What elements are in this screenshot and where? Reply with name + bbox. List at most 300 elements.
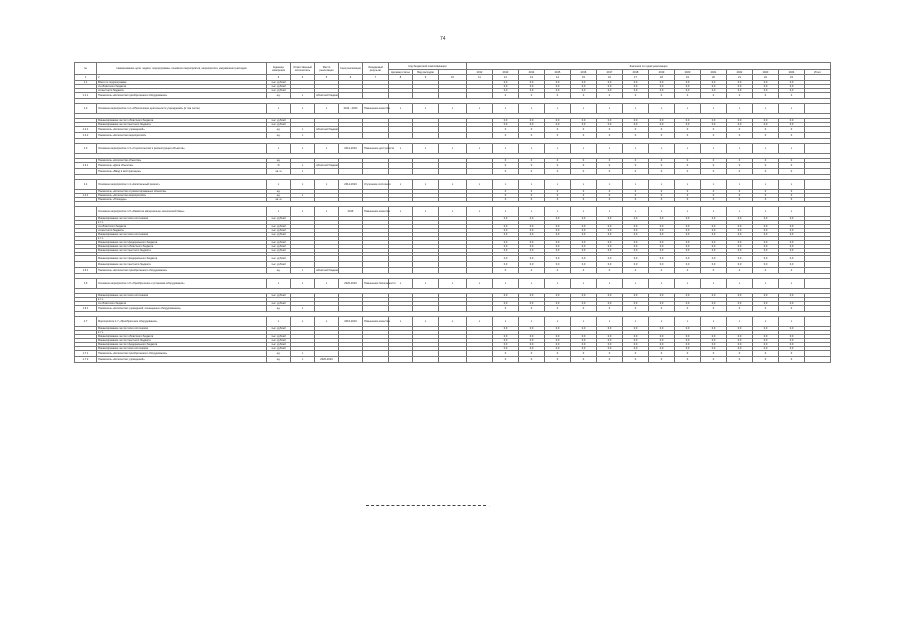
row-cell: 0,0 bbox=[701, 89, 727, 93]
row-cell: 0,0 bbox=[493, 335, 519, 339]
row-cell: х bbox=[649, 180, 675, 190]
row-cell: 0 bbox=[571, 93, 597, 99]
row-cell: 0,0 bbox=[623, 343, 649, 347]
row-cell: 0,0 bbox=[753, 225, 779, 229]
row-cell: ед. bbox=[267, 194, 291, 198]
row-cell: тыс. рублей bbox=[267, 335, 291, 339]
row-cell: х bbox=[701, 279, 727, 289]
row-name: Показатель «Доля объектов» bbox=[97, 163, 267, 169]
row-cell: тыс. рублей bbox=[267, 119, 291, 123]
row-cell: 0,0 bbox=[519, 119, 545, 123]
row-cell: 0,0 bbox=[623, 302, 649, 306]
row-cell: 0,0 bbox=[701, 294, 727, 298]
row-cell: 0 bbox=[779, 127, 805, 133]
row-number: 1.2 bbox=[75, 104, 97, 114]
row-cell: 0,0 bbox=[727, 245, 753, 249]
row-cell: 2014 - 2024 bbox=[339, 104, 363, 114]
row-cell: 0,0 bbox=[727, 327, 753, 331]
row-cell: 0,0 bbox=[571, 81, 597, 85]
row-cell: 0,0 bbox=[623, 347, 649, 351]
row-cell: 0,0 bbox=[493, 327, 519, 331]
row-cell: 0,0 bbox=[701, 347, 727, 351]
row-cell: 0,0 bbox=[753, 229, 779, 233]
row-cell: 0,0 bbox=[649, 249, 675, 253]
row-cell: 0 bbox=[753, 133, 779, 139]
row-cell: тыс. рублей bbox=[267, 85, 291, 89]
row-cell: 0 bbox=[545, 351, 571, 357]
row-cell: х bbox=[267, 207, 291, 217]
row-name: Основное мероприятие 1.2 «Обеспечение деятельности учреждений» (в том числе) bbox=[97, 104, 267, 114]
row-cell: 0 bbox=[571, 198, 597, 202]
row-cell: тыс. рублей bbox=[267, 123, 291, 127]
row-cell: 0,0 bbox=[493, 81, 519, 85]
row-cell: 0,0 bbox=[675, 217, 701, 221]
row-cell: 0 bbox=[779, 351, 805, 357]
row-cell: 0,0 bbox=[597, 123, 623, 127]
row-cell: 0 bbox=[519, 169, 545, 175]
row-cell: 0 bbox=[753, 357, 779, 363]
header-year: 2023 bbox=[753, 70, 779, 75]
row-cell: х bbox=[623, 279, 649, 289]
row-cell: 0,0 bbox=[623, 225, 649, 229]
row-cell: 0 bbox=[753, 169, 779, 175]
row-cell: 0 bbox=[623, 127, 649, 133]
row-cell: 23 bbox=[779, 75, 805, 81]
row-cell: 0,0 bbox=[675, 123, 701, 127]
row-cell: 0,0 bbox=[779, 327, 805, 331]
row-cell bbox=[467, 357, 493, 363]
row-cell bbox=[805, 144, 831, 154]
row-cell: 0 bbox=[727, 93, 753, 99]
row-cell: 0 bbox=[545, 190, 571, 194]
row-cell: 21 bbox=[727, 75, 753, 81]
row-cell: 0 bbox=[753, 351, 779, 357]
row-cell: 0,0 bbox=[571, 294, 597, 298]
row-cell: тыс. рублей bbox=[267, 294, 291, 298]
row-cell: 0,0 bbox=[779, 294, 805, 298]
row-cell: 0,0 bbox=[675, 229, 701, 233]
row-cell: 0,0 bbox=[779, 256, 805, 262]
row-cell: Повышение безопасности bbox=[363, 279, 389, 289]
row-cell: 0 bbox=[753, 194, 779, 198]
row-cell: 9 bbox=[413, 75, 439, 81]
row-cell: х bbox=[597, 317, 623, 327]
row-cell bbox=[805, 317, 831, 327]
row-cell: 0,0 bbox=[623, 335, 649, 339]
row-cell: 0,0 bbox=[545, 241, 571, 245]
row-cell: х bbox=[439, 207, 467, 217]
row-cell: х bbox=[727, 279, 753, 289]
row-cell: 0,0 bbox=[649, 256, 675, 262]
row-cell: 0 bbox=[753, 268, 779, 274]
row-cell: 0 bbox=[623, 357, 649, 363]
row-cell: 0,0 bbox=[545, 229, 571, 233]
row-cell: 0,0 bbox=[519, 225, 545, 229]
row-name: Показатель «Ввод в эксплуатацию» bbox=[97, 169, 267, 175]
row-cell: 19 bbox=[675, 75, 701, 81]
row-cell: 0,0 bbox=[779, 225, 805, 229]
row-cell bbox=[805, 357, 831, 363]
row-cell: 0,0 bbox=[545, 249, 571, 253]
row-cell: 0,0 bbox=[727, 241, 753, 245]
row-cell: 0,0 bbox=[701, 233, 727, 237]
row-cell: 0,0 bbox=[701, 335, 727, 339]
row-cell: 0 bbox=[623, 198, 649, 202]
row-cell: 0,0 bbox=[623, 294, 649, 298]
row-cell: 0,0 bbox=[701, 245, 727, 249]
row-cell: 0,0 bbox=[701, 85, 727, 89]
row-cell: 0 bbox=[649, 133, 675, 139]
header-year: 2019 bbox=[649, 70, 675, 75]
row-cell: Повышение качества bbox=[363, 317, 389, 327]
row-cell: 0 bbox=[623, 169, 649, 175]
row-cell: 0 bbox=[571, 133, 597, 139]
row-cell: х bbox=[753, 104, 779, 114]
program-table bbox=[74, 62, 831, 363]
row-cell: х bbox=[291, 133, 315, 139]
row-cell: 2020-2024 bbox=[315, 357, 339, 363]
row-cell bbox=[805, 180, 831, 190]
row-name: Финансирование за счет областного бюджета bbox=[97, 119, 267, 123]
row-cell: 0 bbox=[779, 169, 805, 175]
row-cell: 0,0 bbox=[675, 81, 701, 85]
row-cell: х bbox=[291, 194, 315, 198]
row-cell: х bbox=[389, 104, 413, 114]
row-cell: ед. bbox=[267, 306, 291, 312]
row-name: из областного бюджета bbox=[97, 225, 267, 229]
row-cell: 0 bbox=[701, 306, 727, 312]
row-cell: 0 bbox=[597, 194, 623, 198]
row-cell: 0 bbox=[649, 198, 675, 202]
row-cell: 0,0 bbox=[727, 343, 753, 347]
row-name: Финансирование за счет федерального бюджета bbox=[97, 256, 267, 262]
row-cell: х bbox=[493, 279, 519, 289]
row-cell: 0,0 bbox=[675, 85, 701, 89]
row-cell: х bbox=[467, 317, 493, 327]
row-cell: 0,0 bbox=[727, 347, 753, 351]
header-responsible: Ответственный исполнитель bbox=[291, 63, 315, 75]
row-cell: 0,0 bbox=[519, 217, 545, 221]
table-header bbox=[75, 63, 831, 75]
row-cell: х bbox=[519, 279, 545, 289]
row-cell: 0,0 bbox=[727, 339, 753, 343]
row-cell: 0 bbox=[727, 306, 753, 312]
row-cell: 0 bbox=[649, 159, 675, 163]
row-cell: 0,0 bbox=[753, 335, 779, 339]
row-cell: х bbox=[623, 144, 649, 154]
row-cell: 16 bbox=[597, 75, 623, 81]
row-cell: х bbox=[545, 104, 571, 114]
row-cell: 0 bbox=[753, 306, 779, 312]
row-cell: х bbox=[753, 317, 779, 327]
row-number bbox=[75, 207, 97, 217]
row-cell: 0 bbox=[493, 268, 519, 274]
row-cell: 0,0 bbox=[493, 119, 519, 123]
row-cell: х bbox=[519, 180, 545, 190]
row-cell: 0 bbox=[727, 198, 753, 202]
row-cell: х bbox=[291, 180, 315, 190]
row-cell: 0,0 bbox=[623, 233, 649, 237]
row-cell: 0,0 bbox=[779, 123, 805, 127]
row-cell: 0 bbox=[597, 268, 623, 274]
row-cell: 0 bbox=[675, 268, 701, 274]
row-cell: х bbox=[623, 317, 649, 327]
row-cell: 2016-2024 bbox=[339, 317, 363, 327]
row-cell: 0,0 bbox=[519, 256, 545, 262]
row-cell: 0,0 bbox=[519, 81, 545, 85]
row-cell: 0,0 bbox=[623, 81, 649, 85]
row-name: Мероприятие 1.7 «Приобретение оборудования» bbox=[97, 317, 267, 327]
row-cell: 0 bbox=[701, 198, 727, 202]
row-cell: 0,0 bbox=[779, 302, 805, 306]
row-cell: тыс. рублей bbox=[267, 327, 291, 331]
row-cell: 0,0 bbox=[519, 327, 545, 331]
row-cell: 0 bbox=[727, 194, 753, 198]
row-cell: 0,0 bbox=[675, 347, 701, 351]
table-row bbox=[75, 144, 831, 154]
row-cell: х bbox=[291, 268, 315, 274]
row-cell: 0,0 bbox=[701, 256, 727, 262]
row-cell: х bbox=[675, 207, 701, 217]
row-cell: 0,0 bbox=[571, 241, 597, 245]
row-name: Показатель «Площадь» bbox=[97, 198, 267, 202]
row-name: Финансирование за счет всех источников bbox=[97, 233, 267, 237]
row-name: Финансирование за счет всех источников bbox=[97, 327, 267, 331]
row-cell: х bbox=[571, 279, 597, 289]
footer-mark: . bbox=[489, 503, 491, 508]
row-cell: 0 bbox=[675, 357, 701, 363]
row-number: 1.1.1 bbox=[75, 93, 97, 99]
row-cell: 0 bbox=[675, 159, 701, 163]
row-cell: 0,0 bbox=[779, 85, 805, 89]
row-cell: 0,0 bbox=[597, 217, 623, 221]
row-cell: х bbox=[779, 180, 805, 190]
row-cell: х bbox=[779, 207, 805, 217]
row-cell: 0,0 bbox=[545, 335, 571, 339]
row-cell: 0,0 bbox=[493, 123, 519, 127]
row-cell: х bbox=[291, 279, 315, 289]
row-cell: 0,0 bbox=[519, 233, 545, 237]
row-cell: тыс. рублей bbox=[267, 262, 291, 268]
row-cell: 0,0 bbox=[571, 347, 597, 351]
row-cell: 0,0 bbox=[649, 327, 675, 331]
table-row bbox=[75, 104, 831, 114]
row-name: Показатель «Количество мероприятий» bbox=[97, 133, 267, 139]
row-name: Основное мероприятие 1.5 «Развитие материально-технической базы» bbox=[97, 207, 267, 217]
row-cell: 0 bbox=[493, 163, 519, 169]
row-cell: 0,0 bbox=[753, 123, 779, 127]
row-cell: х bbox=[291, 93, 315, 99]
row-cell: 0,0 bbox=[675, 249, 701, 253]
header-year: 2020 bbox=[675, 70, 701, 75]
row-cell: 0,0 bbox=[597, 327, 623, 331]
row-cell: 0,0 bbox=[597, 256, 623, 262]
row-cell: х bbox=[779, 104, 805, 114]
row-name: Основное мероприятие 1.6 «Приобретение и установка оборудования» bbox=[97, 279, 267, 289]
row-cell: х bbox=[545, 207, 571, 217]
row-cell: 2016 bbox=[339, 207, 363, 217]
row-cell: 0,0 bbox=[649, 262, 675, 268]
row-cell: х bbox=[623, 180, 649, 190]
row-cell: х bbox=[649, 207, 675, 217]
row-cell: х bbox=[753, 144, 779, 154]
row-name: Показатель «Количество объектов» bbox=[97, 159, 267, 163]
row-cell: 0,0 bbox=[753, 81, 779, 85]
row-cell: 0 bbox=[753, 190, 779, 194]
row-cell: тыс. рублей bbox=[267, 217, 291, 221]
row-cell: 0,0 bbox=[779, 229, 805, 233]
row-cell: 0 bbox=[571, 190, 597, 194]
header-year: Итого bbox=[805, 70, 831, 75]
row-cell: 0 bbox=[545, 268, 571, 274]
row-cell: 0,0 bbox=[545, 245, 571, 249]
row-cell: 0 bbox=[493, 306, 519, 312]
row-cell: х bbox=[291, 144, 315, 154]
row-cell: 2014-2024 bbox=[339, 144, 363, 154]
row-cell: 0 bbox=[675, 190, 701, 194]
row-cell: х bbox=[545, 279, 571, 289]
row-cell: 0,0 bbox=[753, 217, 779, 221]
row-cell: х bbox=[389, 180, 413, 190]
row-name: из местного бюджета bbox=[97, 89, 267, 93]
row-cell: 0,0 bbox=[727, 89, 753, 93]
row-cell: 0 bbox=[701, 133, 727, 139]
row-name: в т.ч. bbox=[97, 298, 267, 302]
row-cell: х bbox=[493, 180, 519, 190]
row-cell: х bbox=[291, 357, 315, 363]
row-cell: 0,0 bbox=[571, 85, 597, 89]
row-cell: х bbox=[267, 180, 291, 190]
row-cell: х bbox=[267, 144, 291, 154]
row-cell: 0 bbox=[675, 306, 701, 312]
row-cell: 0,0 bbox=[623, 217, 649, 221]
row-cell: 0 bbox=[597, 190, 623, 194]
row-cell: х bbox=[291, 351, 315, 357]
row-cell: 10 bbox=[439, 75, 467, 81]
row-cell: х bbox=[439, 104, 467, 114]
row-cell: 0,0 bbox=[649, 123, 675, 127]
row-cell: тыс. рублей bbox=[267, 343, 291, 347]
row-number: 1.1 bbox=[75, 81, 97, 85]
row-cell: х bbox=[519, 144, 545, 154]
row-cell: ед. bbox=[267, 190, 291, 194]
row-cell: 0,0 bbox=[493, 262, 519, 268]
row-name: Финансирование за счет местного бюджета bbox=[97, 339, 267, 343]
row-cell: % bbox=[267, 163, 291, 169]
row-cell: 0,0 bbox=[597, 85, 623, 89]
row-name: Финансирование за счет всех источников bbox=[97, 347, 267, 351]
row-cell: 0,0 bbox=[727, 294, 753, 298]
row-cell: х bbox=[519, 207, 545, 217]
row-cell: 0,0 bbox=[519, 262, 545, 268]
row-cell: 0 bbox=[675, 169, 701, 175]
row-cell: 0,0 bbox=[493, 217, 519, 221]
row-cell: тыс. рублей bbox=[267, 339, 291, 343]
row-cell: 0,0 bbox=[571, 335, 597, 339]
row-cell: 0,0 bbox=[649, 89, 675, 93]
row-cell: х bbox=[727, 180, 753, 190]
row-cell: 0,0 bbox=[571, 245, 597, 249]
row-cell: 2014-2024 bbox=[339, 180, 363, 190]
row-cell: х bbox=[267, 279, 291, 289]
row-cell bbox=[363, 357, 389, 363]
row-cell: х bbox=[753, 279, 779, 289]
row-cell: 0,0 bbox=[545, 89, 571, 93]
row-cell: 14 bbox=[545, 75, 571, 81]
row-cell: 0 bbox=[675, 133, 701, 139]
row-cell: 0 bbox=[597, 306, 623, 312]
row-cell: х bbox=[649, 279, 675, 289]
row-cell: 0 bbox=[779, 159, 805, 163]
row-cell: 0,0 bbox=[597, 225, 623, 229]
row-cell: Повышение качества bbox=[363, 207, 389, 217]
row-cell: 0,0 bbox=[753, 339, 779, 343]
row-cell: х bbox=[413, 104, 439, 114]
row-cell: 0 bbox=[779, 133, 805, 139]
row-cell: 0,0 bbox=[623, 339, 649, 343]
row-cell: 0,0 bbox=[649, 225, 675, 229]
row-cell: ед. bbox=[267, 159, 291, 163]
row-cell: 0,0 bbox=[753, 241, 779, 245]
row-cell: х bbox=[467, 104, 493, 114]
row-cell: 0 bbox=[571, 127, 597, 133]
row-cell: 0,0 bbox=[701, 339, 727, 343]
row-cell: х bbox=[493, 104, 519, 114]
row-cell: 0,0 bbox=[571, 302, 597, 306]
row-cell: 0,0 bbox=[545, 81, 571, 85]
row-cell: 0,0 bbox=[571, 249, 597, 253]
row-cell: 0 bbox=[597, 133, 623, 139]
row-cell: 0 bbox=[545, 93, 571, 99]
header-result: Ожидаемый результат bbox=[363, 63, 389, 75]
row-cell: 0,0 bbox=[623, 85, 649, 89]
header-no: № bbox=[75, 63, 97, 75]
row-cell: 0 bbox=[675, 163, 701, 169]
row-cell: 0,0 bbox=[519, 339, 545, 343]
row-cell: 0,0 bbox=[727, 85, 753, 89]
row-cell: 0,0 bbox=[545, 256, 571, 262]
row-cell: 0 bbox=[753, 93, 779, 99]
row-cell: х bbox=[649, 317, 675, 327]
row-cell: ед. bbox=[267, 351, 291, 357]
row-cell: х bbox=[701, 144, 727, 154]
row-cell: 0,0 bbox=[701, 81, 727, 85]
row-cell: 0 bbox=[519, 268, 545, 274]
row-cell: 0 bbox=[545, 306, 571, 312]
row-cell: 0 bbox=[727, 351, 753, 357]
row-name: Показатель «Количество приобретенного оборудования» bbox=[97, 93, 267, 99]
header-year: 2013 bbox=[493, 70, 519, 75]
row-cell: х bbox=[675, 279, 701, 289]
row-cell: х bbox=[519, 317, 545, 327]
row-cell: 0 bbox=[649, 169, 675, 175]
row-cell: 0 bbox=[493, 127, 519, 133]
row-cell: х bbox=[291, 169, 315, 175]
row-cell: 0,0 bbox=[493, 229, 519, 233]
row-cell: 0,0 bbox=[727, 233, 753, 237]
row-cell: 0 bbox=[779, 306, 805, 312]
row-cell bbox=[805, 104, 831, 114]
row-cell: 0,0 bbox=[649, 294, 675, 298]
row-cell: х bbox=[701, 207, 727, 217]
row-cell: 0,0 bbox=[545, 225, 571, 229]
row-cell: х bbox=[727, 104, 753, 114]
row-cell bbox=[439, 357, 467, 363]
row-cell: тыс. рублей bbox=[267, 249, 291, 253]
row-cell: 0,0 bbox=[545, 262, 571, 268]
row-cell: 0,0 bbox=[701, 217, 727, 221]
row-cell: 0,0 bbox=[493, 233, 519, 237]
